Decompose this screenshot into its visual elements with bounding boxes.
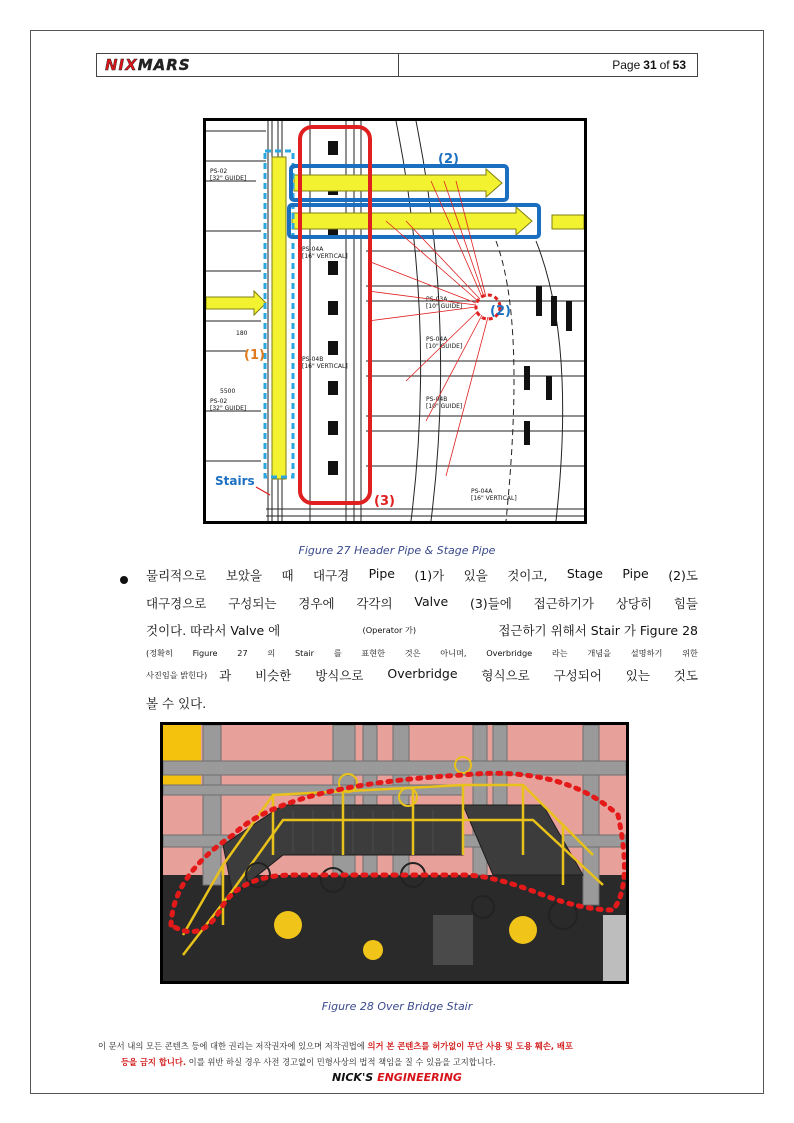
piping-diagram xyxy=(206,121,584,521)
word: Pipe xyxy=(622,566,649,581)
word: Valve xyxy=(414,594,449,609)
tag-guide32: [32" GUIDE] xyxy=(210,175,247,182)
word: 구성되는 xyxy=(228,596,277,611)
tag-vertical: [16" VERTICAL] xyxy=(302,253,348,260)
word: 대구경 xyxy=(312,568,350,583)
word: Figure xyxy=(192,648,218,658)
bottom-rule xyxy=(30,1093,764,1094)
label-3: (3) xyxy=(374,494,395,509)
label-1: (1) xyxy=(244,348,265,363)
word: 보았을 xyxy=(225,568,263,583)
word: 과 xyxy=(219,668,232,683)
word: Overbridge xyxy=(387,666,458,681)
tag-ps04b: PS-04B xyxy=(302,356,324,363)
word: 개념을 xyxy=(587,648,612,658)
word: 구성되어 xyxy=(553,668,602,683)
page-indicator xyxy=(399,54,697,76)
figure-27-drawing xyxy=(203,118,587,524)
word: Overbridge xyxy=(486,648,533,658)
tag-ps04b-2: PS-04B xyxy=(426,396,448,403)
word: 물리적으로 xyxy=(146,568,207,583)
word: 아니며, xyxy=(440,648,467,658)
tag-ps02: PS-02 xyxy=(210,168,228,175)
dim-5500: 5500 xyxy=(220,388,236,395)
figure-28-photo xyxy=(160,722,629,984)
label-stairs: Stairs xyxy=(215,474,255,488)
footer-brand xyxy=(0,1071,794,1084)
page-header xyxy=(96,53,698,77)
copyright-line-1 xyxy=(98,1040,698,1052)
word: 비슷한 xyxy=(255,668,292,683)
para-line-5 xyxy=(146,666,698,684)
page-total: 53 xyxy=(672,58,686,72)
word: (3)들에 xyxy=(469,596,512,611)
word: 있을 xyxy=(463,568,488,583)
stage-pipe-arrow-top xyxy=(294,169,502,197)
tag-ps04a-3: PS-04A xyxy=(471,488,493,495)
tag-guide10-3: [10" GUIDE] xyxy=(426,403,463,410)
label-2-top: (2) xyxy=(438,152,459,167)
page-current: 31 xyxy=(643,58,657,72)
line5-b xyxy=(219,666,698,684)
word: 의 xyxy=(267,648,276,658)
copyright-red-2: 등을 금지 합니다. xyxy=(121,1057,187,1067)
tag-ps04a-2: PS-04A xyxy=(426,336,448,343)
label-2-mid: (2) xyxy=(490,304,511,319)
para-line-4 xyxy=(146,648,698,659)
word: 것은 xyxy=(404,648,421,658)
tag-ps03a: PS-03A xyxy=(426,296,448,303)
tag-guide10-2: [10" GUIDE] xyxy=(426,343,463,350)
line3-c: 접근하기 위해서 Stair 가 Figure 28 xyxy=(498,623,698,638)
para-line-2 xyxy=(146,594,698,612)
para-line-3 xyxy=(146,621,698,639)
para-line-1 xyxy=(146,566,698,584)
brand-black: NICK'S xyxy=(332,1071,374,1084)
tag-vertical-2: [16" VERTICAL] xyxy=(302,363,348,370)
para-line-6: 볼 수 있다. xyxy=(146,696,207,711)
word: 표현한 xyxy=(361,648,386,658)
word: 상당히 xyxy=(615,596,653,611)
copyright-plain-1: 이 문서 내의 모든 콘텐츠 등에 대한 권리는 저작권자에 있으며 저작권법에 xyxy=(98,1041,368,1051)
line5-a: 사진임을 밝힌다) xyxy=(146,670,208,680)
logo-cell xyxy=(97,54,399,76)
figure-27-caption: Figure 27 Header Pipe & Stage Pipe xyxy=(298,544,496,557)
word: 대구경으로 xyxy=(146,596,207,611)
copyright-line-2 xyxy=(121,1056,721,1068)
page-prefix: Page xyxy=(612,58,641,72)
word: Stair xyxy=(294,648,315,658)
word: (1)가 xyxy=(414,568,445,583)
page-of: of xyxy=(659,58,670,72)
word: Pipe xyxy=(368,566,395,581)
word: 힘들 xyxy=(673,596,698,611)
nixmars-logo: NIXMARS xyxy=(105,56,191,74)
word: 위한 xyxy=(682,648,698,658)
word: 라는 xyxy=(551,648,568,658)
overbridge-photo xyxy=(163,725,626,981)
word: 를 xyxy=(333,648,342,658)
copyright-red-1: 의거 본 콘텐츠를 허가없이 무단 사용 및 도용 훼손, 배포 xyxy=(367,1041,573,1051)
word: (정확히 xyxy=(146,648,173,658)
tag-vertical-3: [16" VERTICAL] xyxy=(471,495,517,502)
brand-red: ENGINEERING xyxy=(377,1071,462,1084)
tag-guide32-2: [32" GUIDE] xyxy=(210,405,247,412)
word: 경우에 xyxy=(298,596,335,611)
figure-28-caption: Figure 28 Over Bridge Stair xyxy=(321,1000,473,1013)
copyright-plain-2: 이를 위반 하실 경우 사전 경고없이 민형사상의 법적 책임을 질 수 있음을 고지합니다. xyxy=(186,1057,496,1067)
word: 접근하기가 xyxy=(533,596,595,611)
bullet-dot xyxy=(120,576,128,584)
word: 각각의 xyxy=(356,596,393,611)
dim-180: 180 xyxy=(236,330,248,337)
word: 있는 xyxy=(625,668,650,683)
tag-ps04a: PS-04A xyxy=(302,246,324,253)
line3-a: 것이다. 따라서 Valve 에 xyxy=(146,623,281,638)
word: (2)도 xyxy=(668,568,698,583)
header-pipe-arrow-left xyxy=(206,291,266,315)
tag-guide10: [10" GUIDE] xyxy=(426,303,463,310)
word: 때 xyxy=(281,568,294,583)
word: 설명하기 xyxy=(630,648,663,658)
word: 27 xyxy=(237,648,248,658)
word: 것이고, xyxy=(507,568,548,583)
word: Stage xyxy=(566,566,603,581)
word: 방식으로 xyxy=(315,668,364,683)
word: 형식으로 xyxy=(481,668,530,683)
header-pipe-vertical xyxy=(272,157,286,479)
word: 것도 xyxy=(673,668,698,683)
stage-pipe-arrow-right xyxy=(552,215,584,229)
line3-b: (Operator 가) xyxy=(362,625,417,635)
tag-ps02-2: PS-02 xyxy=(210,398,228,405)
